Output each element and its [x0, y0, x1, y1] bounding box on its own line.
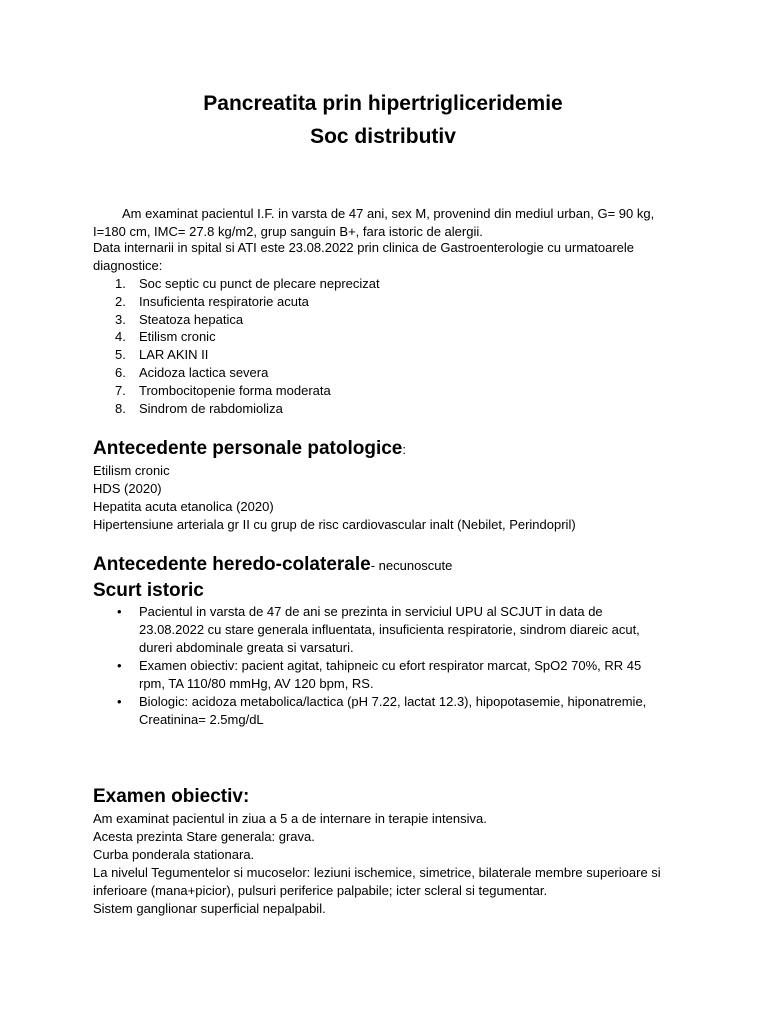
- paragraph-line: Curba ponderala stationara.: [93, 847, 255, 862]
- list-item: Etilism cronic: [93, 463, 170, 478]
- document-title: Pancreatita prin hipertrigliceridemie: [203, 92, 563, 115]
- list-item: 4. Etilism cronic: [115, 329, 216, 345]
- list-item: 3. Steatoza hepatica: [115, 311, 244, 327]
- intro-paragraph: [93, 205, 673, 241]
- section-heading-antecedente-heredo: Antecedente heredo-colaterale- necunoscute: [93, 554, 453, 575]
- bullet-icon: •: [117, 658, 122, 673]
- paragraph-line: Am examinat pacientul in ziua a 5 a de internare in terapie intensiva.: [93, 811, 487, 826]
- list-item: HDS (2020): [93, 481, 162, 496]
- list-item: 2. Insuficienta respiratorie acuta: [115, 293, 309, 309]
- list-item: 6. Acidoza lactica severa: [115, 364, 269, 380]
- admission-paragraph: Data internarii in spital si ATI este 23.08.2022 prin clinica de Gastroenterologie cu urmatoarele diagnostice:: [93, 240, 634, 273]
- antecedente-personale-list: [93, 462, 673, 534]
- list-item: 8. Sindrom de rabdomioliza: [115, 400, 283, 416]
- section-heading-scurt-istoric: Scurt istoric: [93, 580, 204, 601]
- bullet-icon: •: [117, 604, 122, 619]
- section-heading-antecedente-personale: Antecedente personale patologice:: [93, 438, 406, 459]
- list-item: • Pacientul in varsta de 47 de ani se prezinta in serviciul UPU al SCJUT in data de 23.08.2022 cu stare generala influentata, insuficienta respiratorie, sindrom diareic acut, dureri abdominale greata si varsaturi.: [117, 604, 640, 655]
- diagnoses-list: [93, 275, 653, 417]
- paragraph-line: La nivelul Tegumentelor si mucoselor: leziuni ischemice, simetrice, bilaterale membre superioare si inferioare (mana+picior), pulsuri periferice palpabile; icter scleral si tegumentar.: [93, 865, 661, 898]
- intro-text-1: Am examinat pacientul I.F. in varsta de 47 ani, sex M, provenind din mediul urban, G= 90 kg, I=180 cm, IMC= 27.8 kg/m2, grup sanguin B+, fara istoric de alergii.: [93, 206, 655, 239]
- paragraph-line: Acesta prezinta Stare generala: grava.: [93, 829, 315, 844]
- list-item: Hipertensiune arteriala gr II cu grup de risc cardiovascular inalt (Nebilet, Perindopril): [93, 517, 576, 532]
- scurt-istoric-list: [93, 603, 663, 729]
- list-item: 5. LAR AKIN II: [115, 347, 209, 363]
- list-item: Hepatita acuta etanolica (2020): [93, 499, 274, 514]
- list-item: 1. Soc septic cu punct de plecare neprecizat: [115, 276, 380, 291]
- section-heading-examen-obiectiv: Examen obiectiv:: [93, 786, 250, 807]
- examen-obiectiv-text: [93, 810, 673, 918]
- list-item: • Examen obiectiv: pacient agitat, tahipneic cu efort respirator marcat, SpO2 70%, RR 45 rpm, TA 110/80 mmHg, AV 120 bpm, RS.: [117, 658, 642, 691]
- list-item: 7. Trombocitopenie forma moderata: [115, 382, 331, 398]
- document-subtitle: Soc distributiv: [310, 125, 456, 148]
- list-item: • Biologic: acidoza metabolica/lactica (pH 7.22, lactat 12.3), hipopotasemie, hiponatremie, Creatinina= 2.5mg/dL: [117, 694, 647, 727]
- bullet-icon: •: [117, 694, 122, 709]
- paragraph-line: Sistem ganglionar superficial nepalpabil.: [93, 901, 326, 916]
